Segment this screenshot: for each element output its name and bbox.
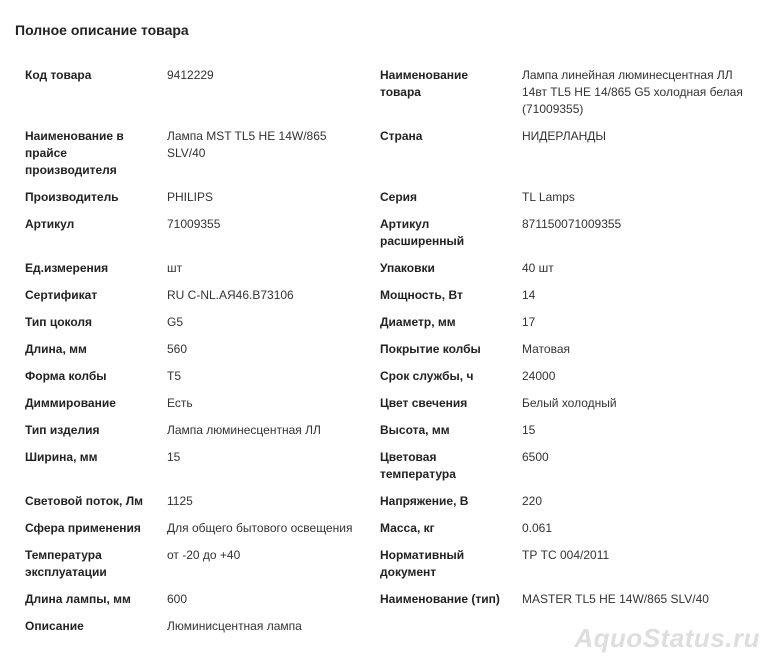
spec-value: Лампа MST TL5 HE 14W/865 SLV/40 <box>167 129 327 160</box>
spec-label: Световой поток, Лм <box>25 494 144 508</box>
spec-value: Есть <box>167 396 193 410</box>
specs-body <box>15 67 755 645</box>
spec-value: 14 <box>522 288 536 302</box>
spec-row <box>15 395 755 422</box>
spec-value: RU C-NL.АЯ46.В73106 <box>167 288 294 302</box>
spec-label: Тип цоколя <box>25 315 93 329</box>
spec-label: Наименование (тип) <box>380 592 500 606</box>
spec-label: Длина лампы, мм <box>25 592 131 606</box>
spec-value: 0.061 <box>522 521 553 535</box>
spec-label: Описание <box>25 619 84 633</box>
spec-row <box>15 216 755 260</box>
spec-row <box>15 520 755 547</box>
spec-value: Матовая <box>522 342 570 356</box>
spec-row <box>15 287 755 314</box>
spec-row <box>15 449 755 493</box>
spec-label: Страна <box>380 129 423 143</box>
spec-label: Упаковки <box>380 261 435 275</box>
spec-label: Наименование в прайсе производителя <box>25 129 124 177</box>
spec-label: Цветовая температура <box>380 450 456 481</box>
spec-value: Лампа линейная люминесцентная ЛЛ 14вт TL5 HE 14/865 G5 холодная белая (71009355) <box>522 68 743 116</box>
spec-label: Масса, кг <box>380 521 435 535</box>
spec-value: 560 <box>167 342 188 356</box>
spec-value: 40 шт <box>522 261 554 275</box>
spec-label: Ед.измерения <box>25 261 109 275</box>
spec-value: 9412229 <box>167 68 214 82</box>
spec-label: Форма колбы <box>25 369 107 383</box>
spec-value: G5 <box>167 315 184 329</box>
spec-value: 6500 <box>522 450 549 464</box>
spec-row <box>15 189 755 216</box>
spec-value: шт <box>167 261 183 275</box>
spec-value: PHILIPS <box>167 190 214 204</box>
spec-label: Нормативный документ <box>380 548 465 579</box>
spec-value: 871150071009355 <box>522 217 622 231</box>
spec-label: Длина, мм <box>25 342 87 356</box>
spec-label: Мощность, Вт <box>380 288 463 302</box>
spec-label: Срок службы, ч <box>380 369 474 383</box>
spec-value: 24000 <box>522 369 556 383</box>
spec-value: MASTER TL5 HE 14W/865 SLV/40 <box>522 592 709 606</box>
spec-row <box>15 314 755 341</box>
spec-label: Артикул расширенный <box>380 217 465 248</box>
spec-label: Высота, мм <box>380 423 450 437</box>
spec-row <box>15 67 755 128</box>
spec-row <box>15 260 755 287</box>
specs-table <box>15 67 755 645</box>
spec-value: 15 <box>167 450 181 464</box>
spec-label: Диммирование <box>25 396 116 410</box>
spec-value: 1125 <box>167 494 193 508</box>
spec-value: от -20 до +40 <box>167 548 241 562</box>
spec-label: Сфера применения <box>25 521 141 535</box>
spec-label: Напряжение, В <box>380 494 469 508</box>
spec-value: Белый холодный <box>522 396 617 410</box>
spec-value: 220 <box>522 494 543 508</box>
spec-row <box>15 341 755 368</box>
spec-row <box>15 591 755 618</box>
spec-value: 15 <box>522 423 536 437</box>
watermark-logo: AquoStatus.ru <box>574 623 760 653</box>
spec-label: Диаметр, мм <box>380 315 456 329</box>
spec-value: Люминисцентная лампа <box>167 619 302 633</box>
spec-label: Ширина, мм <box>25 450 98 464</box>
spec-label: Температура эксплуатации <box>25 548 107 579</box>
spec-row <box>15 493 755 520</box>
spec-row <box>15 547 755 591</box>
spec-label: Цвет свечения <box>380 396 468 410</box>
spec-value: 17 <box>522 315 536 329</box>
spec-value: Лампа люминесцентная ЛЛ <box>167 423 321 437</box>
spec-row <box>15 128 755 189</box>
spec-label: Артикул <box>25 217 75 231</box>
section-title: Полное описание товара <box>15 22 189 38</box>
spec-value: T5 <box>167 369 182 383</box>
spec-value: 71009355 <box>167 217 221 231</box>
spec-value: 600 <box>167 592 188 606</box>
spec-label: Тип изделия <box>25 423 100 437</box>
spec-label: Наименование товара <box>380 68 469 99</box>
spec-value: НИДЕРЛАНДЫ <box>522 129 607 143</box>
spec-label <box>370 618 512 645</box>
spec-label: Серия <box>380 190 418 204</box>
spec-row <box>15 422 755 449</box>
spec-label: Покрытие колбы <box>380 342 481 356</box>
spec-label: Код товара <box>25 68 92 82</box>
spec-row <box>15 368 755 395</box>
spec-value: ТР ТС 004/2011 <box>522 548 610 562</box>
spec-label: Сертификат <box>25 288 98 302</box>
spec-label: Производитель <box>25 190 119 204</box>
spec-value: TL Lamps <box>522 190 575 204</box>
spec-value: Для общего бытового освещения <box>167 521 353 535</box>
